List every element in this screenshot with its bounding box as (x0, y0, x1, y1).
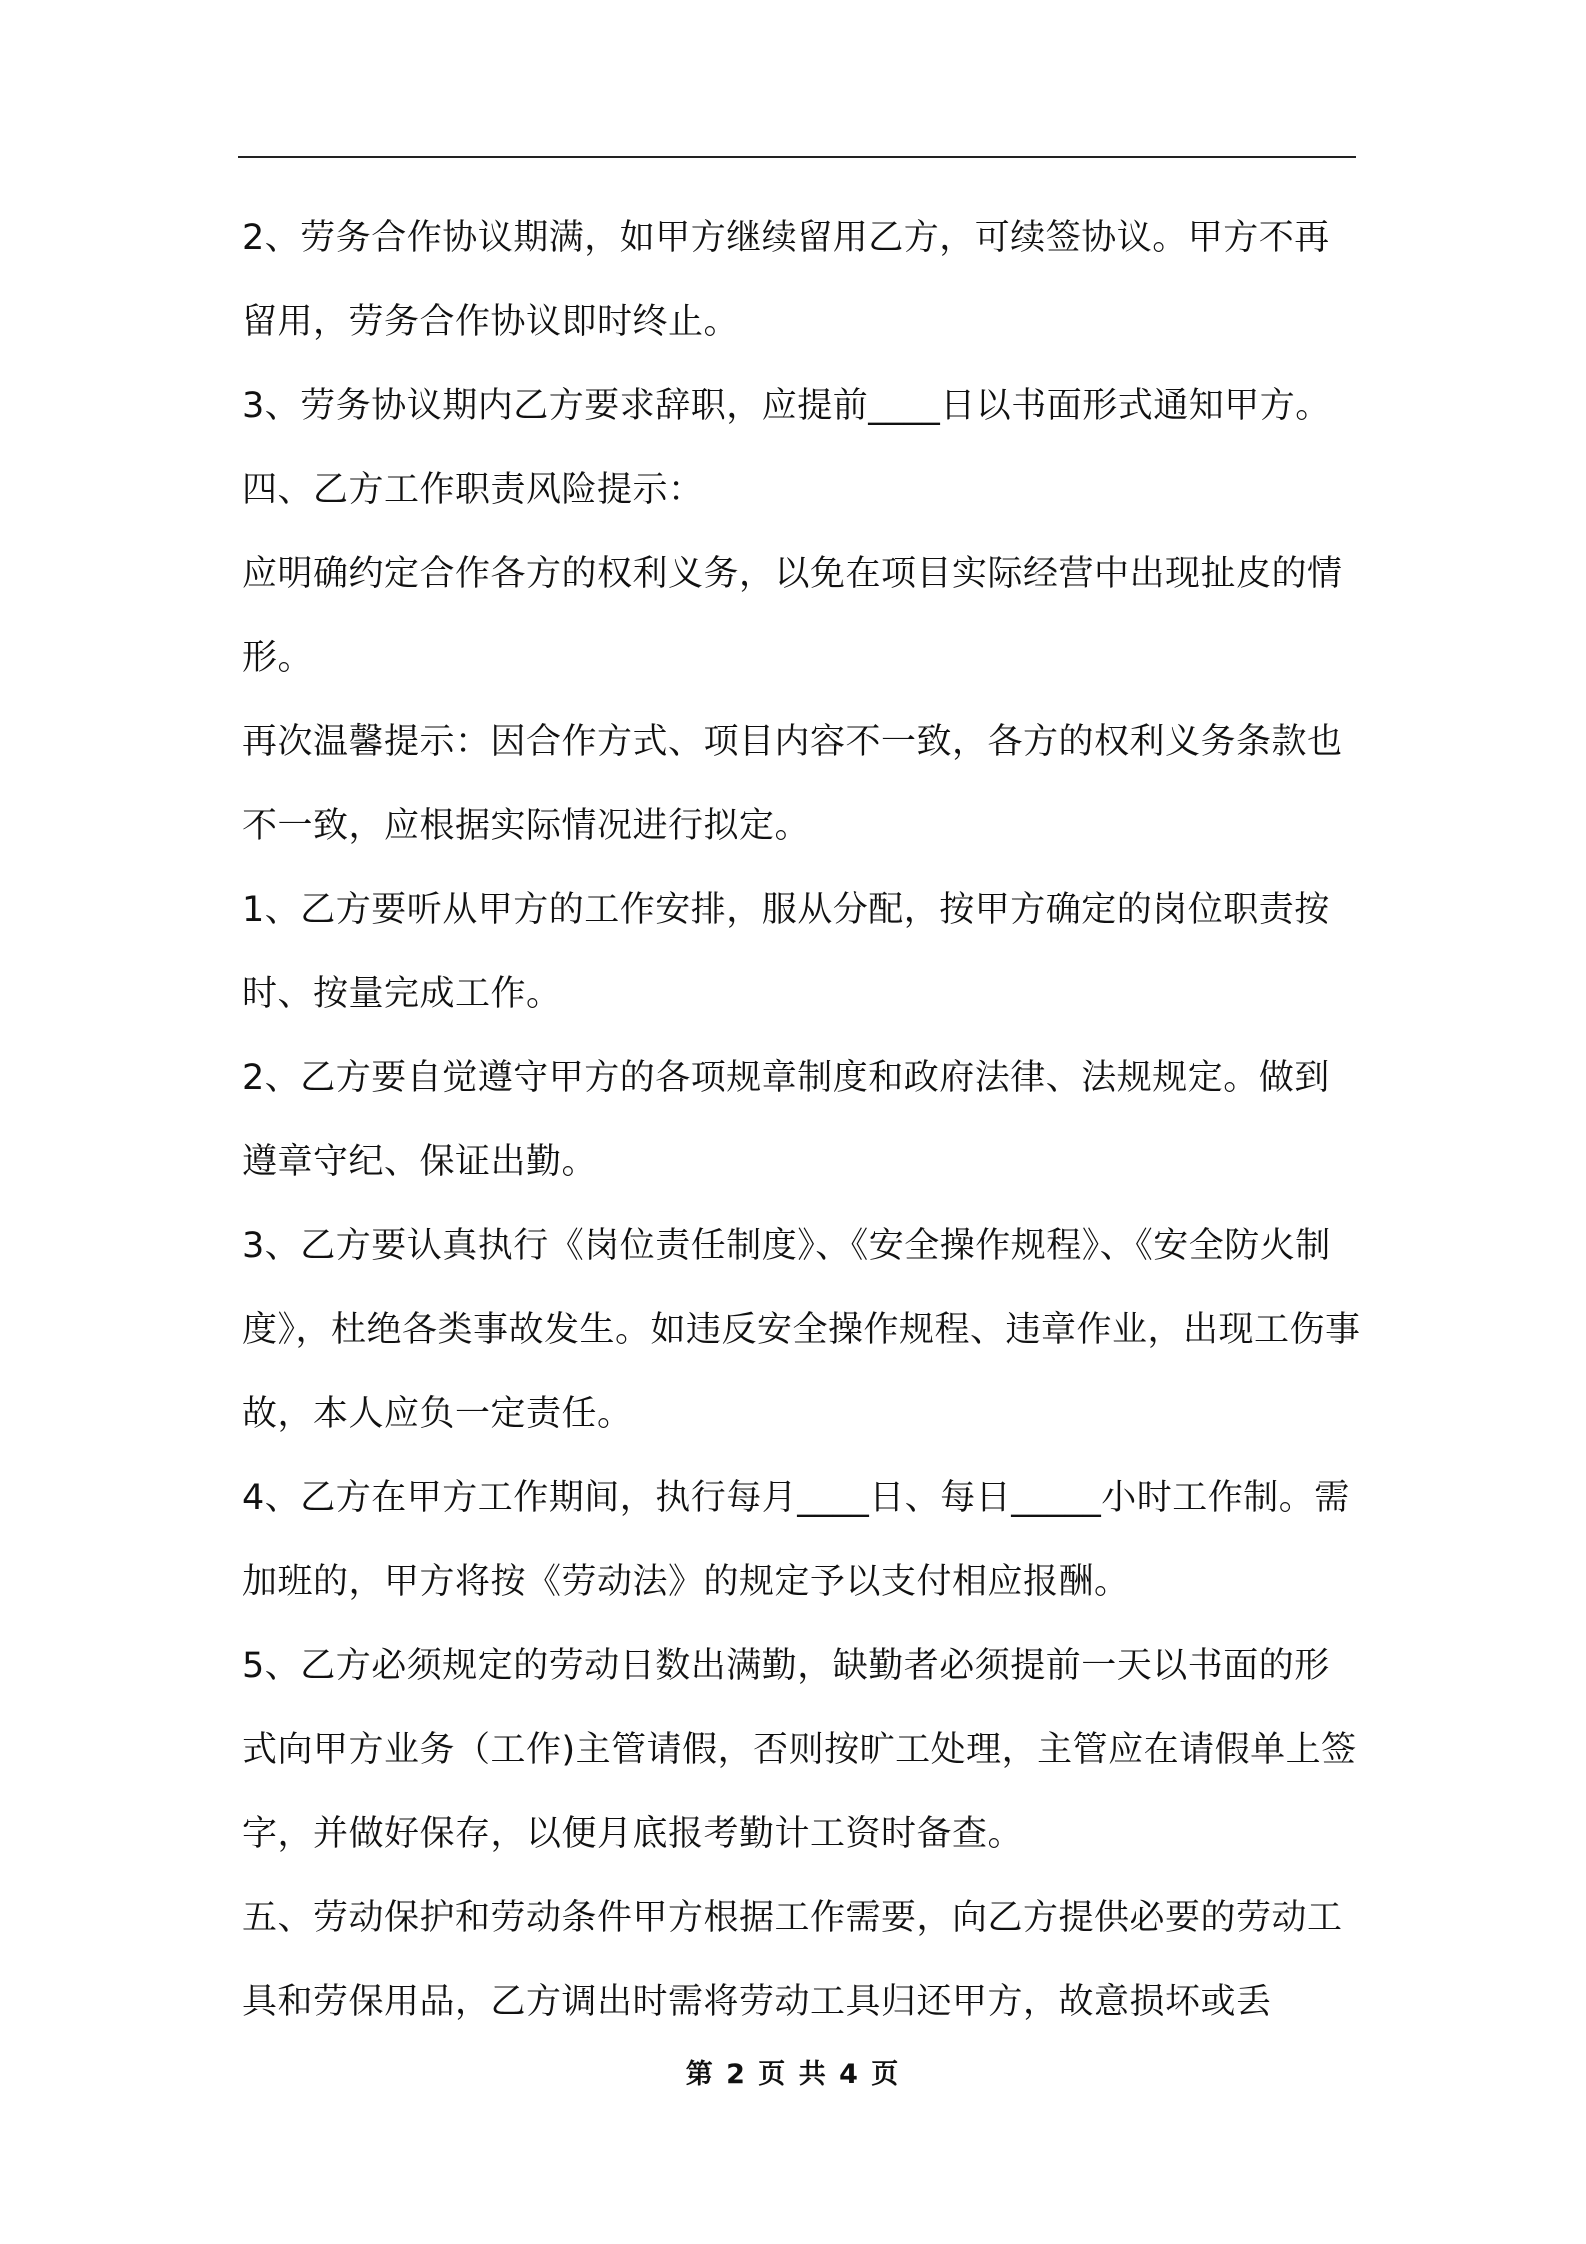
header-divider (238, 156, 1356, 158)
paragraph-reminder: 再次温馨提示：因合作方式、项目内容不一致，各方的权利义务条款也不一致，应根据实际情况进行拟定。 (242, 722, 1343, 846)
paragraph-duty-3: 3、乙方要认真执行《岗位责任制度》、《安全操作规程》、《安全防火制度》，杜绝各类事故发生。如违反安全操作规程、违章作业，出现工伤事故，本人应负一定责任。 (242, 1226, 1361, 1434)
paragraph-duty-5: 5、乙方必须规定的劳动日数出满勤，缺勤者必须提前一天以书面的形式向甲方业务（工作)主管请假，否则按旷工处理，主管应在请假单上签字，并做好保存，以便月底报考勤计工资时备查。 (242, 1646, 1357, 1854)
paragraph-term-2-expiry: 2、劳务合作协议期满，如甲方继续留用乙方，可续签协议。甲方不再留用，劳务合作协议即时终止。 (242, 218, 1330, 342)
paragraph-duty-2: 2、乙方要自觉遵守甲方的各项规章制度和政府法律、法规规定。做到遵章守纪、保证出勤。 (242, 1058, 1330, 1182)
paragraph-section-5: 五、劳动保护和劳动条件甲方根据工作需要，向乙方提供必要的劳动工具和劳保用品，乙方调出时需将劳动工具归还甲方，故意损坏或丢 (242, 1898, 1343, 2022)
document-body (242, 196, 1362, 2044)
section-heading-duties: 四、乙方工作职责风险提示： (242, 470, 704, 510)
paragraph-risk-note: 应明确约定合作各方的权利义务，以免在项目实际经营中出现扯皮的情形。 (242, 554, 1343, 678)
paragraph-duty-1: 1、乙方要听从甲方的工作安排，服从分配，按甲方确定的岗位职责按时、按量完成工作。 (242, 890, 1330, 1014)
paragraph-term-3-resignation: 3、劳务协议期内乙方要求辞职，应提前____日以书面形式通知甲方。 (242, 386, 1331, 426)
paragraph-duty-4: 4、乙方在甲方工作期间，执行每月____日、每日_____小时工作制。需加班的，甲方将按《劳动法》的规定予以支付相应报酬。 (242, 1478, 1350, 1602)
page-number: 第 2 页 共 4 页 (685, 2059, 901, 2090)
